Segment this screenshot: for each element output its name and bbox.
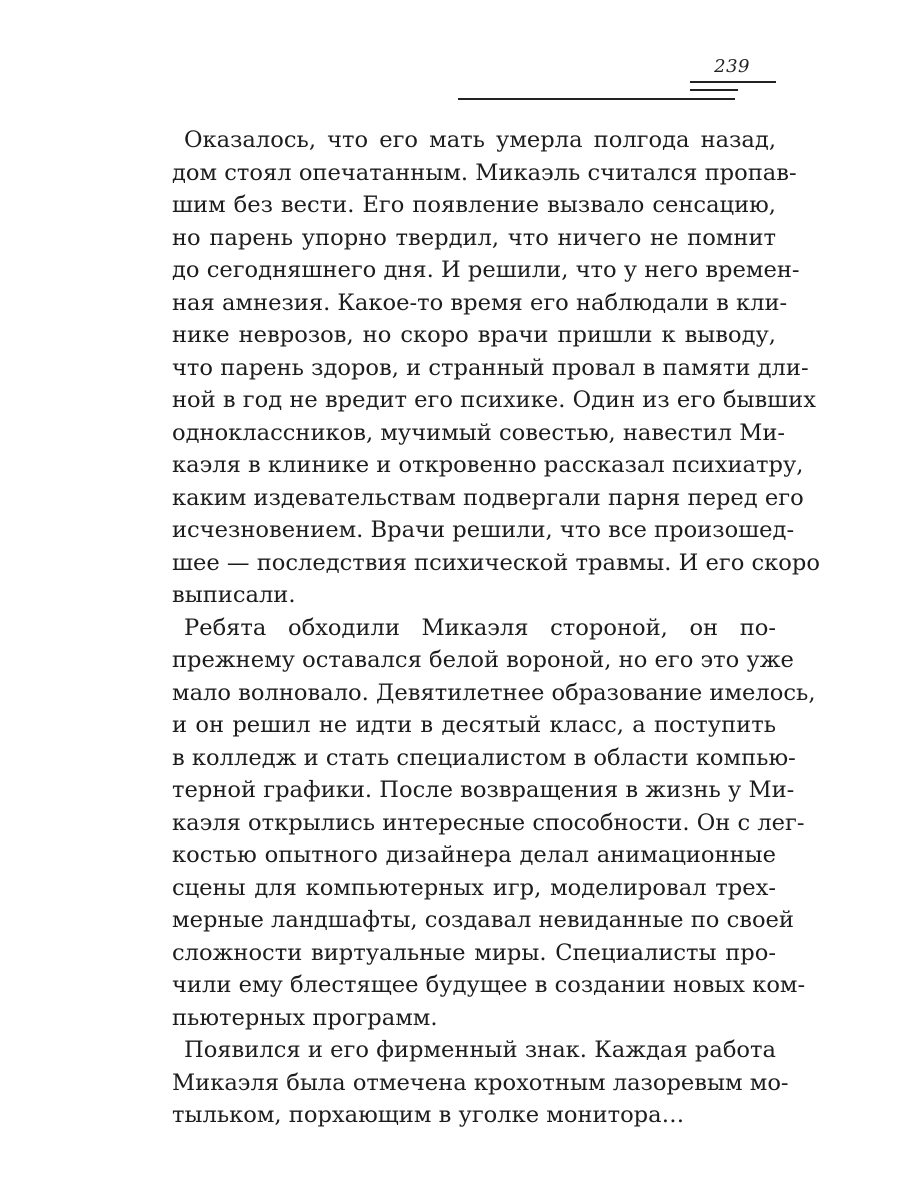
text-line: нике неврозов, но скоро врачи пришли к выводу, <box>172 322 776 348</box>
text-line: каким издевательствам подвергали парня перед его <box>172 484 804 511</box>
text-line: костью опытного дизайнера делал анимационные <box>172 842 776 868</box>
text-line: но парень упорно твердил, что ничего не помнит <box>172 224 776 251</box>
text-line: ная амнезия. Какое-то время его наблюдали в кли- <box>172 289 788 316</box>
text-line: исчезновением. Врачи решили, что все произошед- <box>172 517 795 543</box>
text-line: сложности виртуальные миры. Специалисты про- <box>172 939 776 966</box>
text-line: каэля открылись интересные способности. Он с лег- <box>172 809 805 836</box>
text-line: каэля в клинике и откровенно рассказал психиатру, <box>172 452 804 478</box>
text-line: дом стоял опечатанным. Микаэль считался пропав- <box>172 159 797 186</box>
header-rule-top <box>690 81 776 83</box>
text-line: чили ему блестящее будущее в создании новых ком- <box>172 972 806 998</box>
text-line: до сегодняшнего дня. И решили, что у него времен- <box>172 257 800 283</box>
text-line: мерные ландшафты, создавал невиданные по своей <box>172 907 794 933</box>
paragraph <box>172 1034 789 1132</box>
paragraph <box>172 612 816 1035</box>
text-line: шее — последствия психической травмы. И его скоро <box>172 549 820 576</box>
text-line: Оказалось, что его мать умерла полгода назад, <box>184 127 776 153</box>
text-line: терной графики. После возвращения в жизнь у Ми- <box>172 777 795 803</box>
page-number: 239 <box>714 56 750 77</box>
header-rule-long <box>458 98 735 100</box>
text-line: Микаэля была отмечена крохотным лазоревым мо- <box>172 1069 789 1096</box>
text-line: шим без вести. Его появление вызвало сенсацию, <box>172 192 776 218</box>
text-line: Ребята обходили Микаэля стороной, он по- <box>184 614 776 641</box>
text-line: Появился и его фирменный знак. Каждая работа <box>184 1037 776 1063</box>
text-line: тыльком, порхающим в уголке монитора… <box>172 1102 685 1128</box>
text-line: и он решил не идти в десятый класс, а поступить <box>172 712 776 738</box>
text-line: выписали. <box>172 582 296 608</box>
text-line: ной в год не вредит его психике. Один из его бывших <box>172 387 816 413</box>
text-line: одноклассников, мучимый совестью, навестил Ми- <box>172 419 786 446</box>
header-rule-middle <box>690 89 738 91</box>
text-line: пьютерных программ. <box>172 1004 438 1031</box>
text-line: в колледж и стать специалистом в области компью- <box>172 744 796 771</box>
text-line: что парень здоров, и странный провал в памяти дли- <box>172 354 809 381</box>
page-header <box>0 52 900 112</box>
paragraph <box>172 124 820 612</box>
text-line: сцены для компьютерных игр, моделировал трех- <box>172 874 776 901</box>
text-line: прежнему оставался белой вороной, но его это уже <box>172 647 794 673</box>
body-text <box>172 124 820 1132</box>
text-line: мало волновало. Девятилетнее образование имелось, <box>172 679 816 706</box>
